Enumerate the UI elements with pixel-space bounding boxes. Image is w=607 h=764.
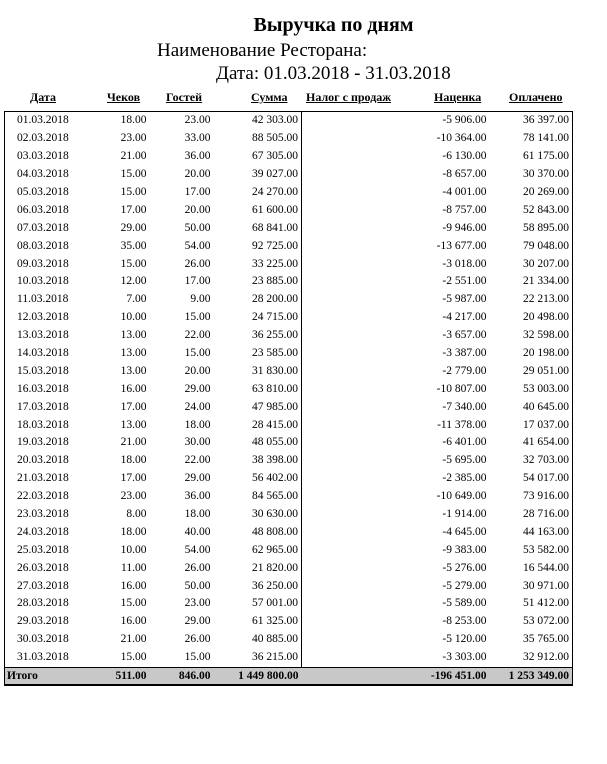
- column-header-date: Дата: [30, 90, 56, 104]
- cell-date: 10.03.2018: [5, 273, 83, 291]
- cell-guests: 36.00: [184, 490, 211, 503]
- cell-sum: 84 565.00: [214, 488, 302, 506]
- cell-paid: 41 654.00: [490, 434, 573, 452]
- cell-date: 05.03.2018: [5, 184, 83, 202]
- cell-checks: 16.00: [120, 579, 147, 592]
- cell-sum: 61 600.00: [214, 201, 302, 219]
- cell-tax: [302, 380, 400, 398]
- cell-guests: 15.00: [184, 347, 211, 360]
- cell-guests: 20.00: [184, 168, 211, 181]
- cell-markup: -3 018.00: [442, 257, 487, 270]
- cell-guests: 33.00: [184, 132, 211, 145]
- cell-checks: 17.00: [120, 203, 147, 216]
- cell-sum: 24 715.00: [214, 309, 302, 327]
- cell-tax: [302, 184, 400, 202]
- cell-paid: 51 412.00: [490, 595, 573, 613]
- cell-checks: 12.00: [120, 275, 147, 288]
- cell-guests: 29.00: [184, 472, 211, 485]
- cell-paid: 16 544.00: [490, 559, 573, 577]
- cell-paid: 20 198.00: [490, 345, 573, 363]
- table-body: [5, 112, 573, 668]
- cell-sum: 23 585.00: [214, 345, 302, 363]
- cell-tax: [302, 434, 400, 452]
- table-row: [5, 523, 573, 541]
- cell-tax: [302, 398, 400, 416]
- cell-paid: 17 037.00: [490, 416, 573, 434]
- cell-guests: 40.00: [184, 525, 211, 538]
- cell-guests: 26.00: [184, 633, 211, 646]
- total-sum: 1 449 800.00: [214, 667, 302, 685]
- table-row: [5, 112, 573, 130]
- cell-checks: 15.00: [120, 168, 147, 181]
- cell-sum: 57 001.00: [214, 595, 302, 613]
- cell-guests: 54.00: [184, 543, 211, 556]
- cell-sum: 38 398.00: [214, 452, 302, 470]
- column-header-sum: Сумма: [251, 90, 288, 104]
- cell-paid: 40 645.00: [490, 398, 573, 416]
- cell-paid: 35 765.00: [490, 631, 573, 649]
- cell-guests: 54.00: [184, 239, 211, 252]
- table-row: [5, 541, 573, 559]
- cell-markup: -4 001.00: [442, 186, 487, 198]
- revenue-table: [4, 111, 573, 686]
- cell-paid: 32 703.00: [490, 452, 573, 470]
- cell-guests: 26.00: [184, 561, 211, 574]
- cell-tax: [302, 255, 400, 273]
- cell-paid: 52 843.00: [490, 201, 573, 219]
- table-row: [5, 309, 573, 327]
- cell-markup: -5 276.00: [442, 561, 487, 574]
- cell-checks: 13.00: [120, 329, 147, 342]
- cell-paid: 44 163.00: [490, 523, 573, 541]
- table-row: [5, 470, 573, 488]
- cell-sum: 24 270.00: [214, 184, 302, 202]
- cell-paid: 53 072.00: [490, 613, 573, 631]
- cell-guests: 9.00: [190, 293, 211, 306]
- cell-sum: 42 303.00: [214, 112, 302, 130]
- cell-sum: 61 325.00: [214, 613, 302, 631]
- cell-markup: -6 130.00: [442, 150, 487, 163]
- cell-guests: 50.00: [184, 221, 211, 234]
- cell-sum: 92 725.00: [214, 237, 302, 255]
- cell-tax: [302, 649, 400, 667]
- cell-checks: 15.00: [120, 597, 147, 610]
- cell-tax: [302, 362, 400, 380]
- cell-date: 19.03.2018: [5, 434, 83, 452]
- cell-sum: 48 808.00: [214, 523, 302, 541]
- cell-sum: 47 985.00: [214, 398, 302, 416]
- cell-date: 18.03.2018: [5, 416, 83, 434]
- cell-checks: 11.00: [121, 561, 147, 574]
- cell-checks: 18.00: [83, 112, 150, 130]
- cell-guests: 23.00: [150, 112, 214, 130]
- table-row: [5, 488, 573, 506]
- table-row: [5, 327, 573, 345]
- cell-tax: [302, 309, 400, 327]
- table-row: [5, 219, 573, 237]
- cell-tax: [302, 273, 400, 291]
- total-markup: -196 451.00: [400, 667, 490, 685]
- cell-tax: [302, 506, 400, 524]
- cell-tax: [302, 631, 400, 649]
- cell-checks: 17.00: [120, 400, 147, 413]
- table-row: [5, 273, 573, 291]
- cell-checks: 23.00: [120, 490, 147, 503]
- cell-markup: -10 364.00: [436, 132, 487, 145]
- cell-sum: 88 505.00: [214, 130, 302, 148]
- table-row: [5, 380, 573, 398]
- table-row: [5, 130, 573, 148]
- table-row: [5, 184, 573, 202]
- cell-guests: 26.00: [184, 257, 211, 270]
- cell-checks: 23.00: [120, 132, 147, 145]
- cell-tax: [302, 201, 400, 219]
- table-row: [5, 649, 573, 667]
- cell-checks: 13.00: [120, 418, 147, 431]
- total-checks: 511.00: [83, 667, 150, 685]
- cell-markup: -5 906.00: [400, 112, 490, 130]
- cell-paid: 21 334.00: [490, 273, 573, 291]
- cell-sum: 56 402.00: [214, 470, 302, 488]
- cell-tax: [302, 219, 400, 237]
- total-tax: [302, 667, 400, 685]
- cell-sum: 40 885.00: [214, 631, 302, 649]
- column-header-tax: Налог с продаж: [306, 90, 391, 104]
- report-period: Дата: 01.03.2018 - 31.03.2018: [216, 63, 451, 84]
- cell-checks: 10.00: [120, 311, 147, 324]
- cell-guests: 20.00: [184, 203, 211, 216]
- cell-sum: 31 830.00: [214, 362, 302, 380]
- cell-date: 29.03.2018: [5, 613, 83, 631]
- cell-date: 08.03.2018: [5, 237, 83, 255]
- cell-paid: 30 207.00: [490, 255, 573, 273]
- cell-tax: [302, 470, 400, 488]
- cell-markup: -3 303.00: [442, 651, 487, 664]
- cell-date: 24.03.2018: [5, 523, 83, 541]
- cell-date: 06.03.2018: [5, 201, 83, 219]
- cell-paid: 58 895.00: [490, 219, 573, 237]
- total-label: Итого: [5, 667, 83, 685]
- cell-date: 31.03.2018: [5, 649, 83, 667]
- cell-checks: 18.00: [120, 454, 147, 467]
- cell-markup: -3 387.00: [442, 347, 487, 360]
- cell-sum: 28 200.00: [214, 291, 302, 309]
- cell-checks: 13.00: [120, 347, 147, 360]
- cell-tax: [302, 595, 400, 613]
- cell-checks: 35.00: [120, 239, 147, 252]
- table-row: [5, 577, 573, 595]
- cell-checks: 16.00: [120, 382, 147, 395]
- table-row: [5, 613, 573, 631]
- table-row: [5, 345, 573, 363]
- table-row: [5, 559, 573, 577]
- column-header-markup: Наценка: [434, 90, 482, 104]
- cell-sum: 68 841.00: [214, 219, 302, 237]
- cell-sum: 33 225.00: [214, 255, 302, 273]
- table-row: [5, 452, 573, 470]
- cell-sum: 63 810.00: [214, 380, 302, 398]
- cell-date: 21.03.2018: [5, 470, 83, 488]
- cell-date: 12.03.2018: [5, 309, 83, 327]
- cell-guests: 17.00: [184, 275, 211, 288]
- cell-guests: 22.00: [184, 454, 211, 467]
- cell-date: 04.03.2018: [5, 166, 83, 184]
- cell-date: 17.03.2018: [5, 398, 83, 416]
- table-row: [5, 595, 573, 613]
- cell-guests: 15.00: [184, 651, 211, 664]
- cell-tax: [302, 130, 400, 148]
- table-row: [5, 434, 573, 452]
- cell-sum: 23 885.00: [214, 273, 302, 291]
- cell-date: 02.03.2018: [5, 130, 83, 148]
- cell-sum: 39 027.00: [214, 166, 302, 184]
- cell-paid: 53 003.00: [490, 380, 573, 398]
- cell-sum: 36 255.00: [214, 327, 302, 345]
- cell-checks: 15.00: [120, 651, 147, 664]
- cell-tax: [302, 523, 400, 541]
- cell-tax: [302, 237, 400, 255]
- cell-guests: 15.00: [184, 311, 211, 324]
- report-title: Выручка по дням: [253, 14, 414, 36]
- cell-markup: -5 987.00: [442, 293, 487, 306]
- cell-date: 30.03.2018: [5, 631, 83, 649]
- cell-date: 16.03.2018: [5, 380, 83, 398]
- cell-date: 22.03.2018: [5, 488, 83, 506]
- total-paid: 1 253 349.00: [490, 667, 573, 685]
- cell-checks: 21.00: [120, 436, 147, 449]
- cell-paid: 32 598.00: [490, 327, 573, 345]
- cell-markup: -8 657.00: [442, 168, 487, 181]
- cell-sum: 67 305.00: [214, 148, 302, 166]
- table-row: [5, 416, 573, 434]
- column-header-guests: Гостей: [166, 90, 203, 104]
- cell-paid: 32 912.00: [490, 649, 573, 667]
- cell-markup: -5 589.00: [442, 597, 487, 610]
- cell-guests: 36.00: [184, 150, 211, 163]
- cell-paid: 22 213.00: [490, 291, 573, 309]
- cell-tax: [302, 291, 400, 309]
- cell-markup: -10 649.00: [436, 490, 487, 503]
- cell-tax: [302, 613, 400, 631]
- cell-guests: 18.00: [184, 508, 211, 521]
- cell-paid: 30 971.00: [490, 577, 573, 595]
- cell-checks: 8.00: [126, 508, 147, 521]
- total-row: [5, 667, 573, 685]
- cell-checks: 17.00: [120, 472, 147, 485]
- cell-sum: 36 250.00: [214, 577, 302, 595]
- cell-markup: -3 657.00: [442, 329, 487, 342]
- cell-markup: -9 946.00: [442, 221, 487, 234]
- cell-date: 15.03.2018: [5, 362, 83, 380]
- table-row: [5, 506, 573, 524]
- cell-markup: -2 779.00: [442, 364, 487, 377]
- cell-sum: 21 820.00: [214, 559, 302, 577]
- cell-markup: -2 385.00: [442, 472, 487, 485]
- cell-checks: 21.00: [120, 150, 147, 163]
- cell-markup: -1 914.00: [442, 508, 487, 521]
- cell-guests: 18.00: [184, 418, 211, 431]
- cell-tax: [302, 452, 400, 470]
- cell-checks: 29.00: [120, 221, 147, 234]
- cell-guests: 50.00: [184, 579, 211, 592]
- cell-markup: -5 695.00: [442, 454, 487, 467]
- cell-date: 09.03.2018: [5, 255, 83, 273]
- cell-guests: 29.00: [184, 615, 211, 628]
- cell-date: 23.03.2018: [5, 506, 83, 524]
- column-header-paid: Оплачено: [509, 90, 563, 104]
- cell-guests: 23.00: [184, 597, 211, 610]
- cell-markup: -8 757.00: [442, 203, 487, 216]
- table-row: [5, 237, 573, 255]
- table-row: [5, 255, 573, 273]
- cell-checks: 10.00: [120, 543, 147, 556]
- cell-paid: 54 017.00: [490, 470, 573, 488]
- cell-paid: 29 051.00: [490, 362, 573, 380]
- cell-paid: 36 397.00: [490, 112, 573, 130]
- cell-tax: [302, 112, 400, 130]
- cell-guests: 20.00: [184, 364, 211, 377]
- cell-markup: -13 677.00: [436, 239, 487, 252]
- cell-date: 14.03.2018: [5, 345, 83, 363]
- cell-sum: 30 630.00: [214, 506, 302, 524]
- cell-checks: 16.00: [120, 615, 147, 628]
- cell-markup: -11 378.00: [437, 418, 487, 431]
- cell-tax: [302, 559, 400, 577]
- cell-guests: 17.00: [184, 186, 211, 198]
- cell-markup: -4 645.00: [442, 525, 487, 538]
- cell-checks: 15.00: [120, 186, 147, 198]
- cell-paid: 20 269.00: [490, 184, 573, 202]
- cell-markup: -5 279.00: [442, 579, 487, 592]
- cell-checks: 21.00: [120, 633, 147, 646]
- cell-tax: [302, 345, 400, 363]
- cell-tax: [302, 541, 400, 559]
- cell-date: 25.03.2018: [5, 541, 83, 559]
- cell-tax: [302, 577, 400, 595]
- cell-checks: 7.00: [126, 293, 147, 306]
- cell-tax: [302, 416, 400, 434]
- table-row: [5, 362, 573, 380]
- table-row: [5, 398, 573, 416]
- cell-markup: -7 340.00: [442, 400, 487, 413]
- cell-date: 11.03.2018: [5, 291, 83, 309]
- cell-markup: -2 551.00: [442, 275, 487, 288]
- cell-guests: 22.00: [184, 329, 211, 342]
- cell-paid: 78 141.00: [490, 130, 573, 148]
- table-row: [5, 148, 573, 166]
- cell-checks: 13.00: [120, 364, 147, 377]
- cell-sum: 36 215.00: [214, 649, 302, 667]
- cell-markup: -10 807.00: [436, 382, 487, 395]
- cell-sum: 62 965.00: [214, 541, 302, 559]
- cell-checks: 18.00: [120, 525, 147, 538]
- cell-markup: -8 253.00: [442, 615, 487, 628]
- cell-date: 27.03.2018: [5, 577, 83, 595]
- cell-markup: -5 120.00: [442, 633, 487, 646]
- table-row: [5, 166, 573, 184]
- cell-date: 13.03.2018: [5, 327, 83, 345]
- table-row: [5, 291, 573, 309]
- cell-paid: 61 175.00: [490, 148, 573, 166]
- cell-guests: 24.00: [184, 400, 211, 413]
- cell-paid: 73 916.00: [490, 488, 573, 506]
- column-header-checks: Чеков: [107, 90, 141, 104]
- cell-paid: 53 582.00: [490, 541, 573, 559]
- cell-markup: -9 383.00: [442, 543, 487, 556]
- cell-date: 26.03.2018: [5, 559, 83, 577]
- cell-tax: [302, 166, 400, 184]
- cell-date: 01.03.2018: [5, 112, 83, 130]
- cell-guests: 29.00: [184, 382, 211, 395]
- cell-paid: 79 048.00: [490, 237, 573, 255]
- cell-sum: 48 055.00: [214, 434, 302, 452]
- cell-tax: [302, 327, 400, 345]
- cell-checks: 15.00: [120, 257, 147, 270]
- total-guests: 846.00: [150, 667, 214, 685]
- cell-paid: 30 370.00: [490, 166, 573, 184]
- cell-paid: 28 716.00: [490, 506, 573, 524]
- cell-sum: 28 415.00: [214, 416, 302, 434]
- cell-markup: -4 217.00: [442, 311, 487, 324]
- cell-markup: -6 401.00: [442, 436, 487, 449]
- cell-date: 20.03.2018: [5, 452, 83, 470]
- restaurant-name-label: Наименование Ресторана:: [157, 40, 368, 61]
- cell-paid: 20 498.00: [490, 309, 573, 327]
- cell-tax: [302, 488, 400, 506]
- cell-date: 03.03.2018: [5, 148, 83, 166]
- table-row: [5, 631, 573, 649]
- cell-date: 07.03.2018: [5, 219, 83, 237]
- cell-guests: 30.00: [184, 436, 211, 449]
- table-row: [5, 201, 573, 219]
- cell-date: 28.03.2018: [5, 595, 83, 613]
- cell-tax: [302, 148, 400, 166]
